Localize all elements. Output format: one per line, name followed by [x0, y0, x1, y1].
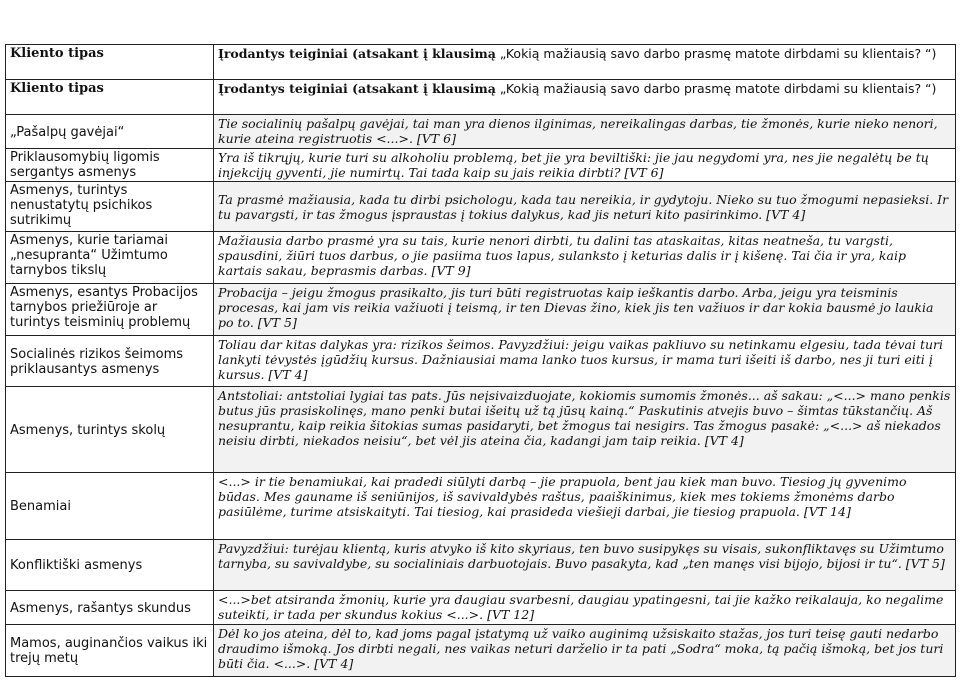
client-type-cell: Socialinės rizikos šeimoms priklausantys asmenys	[6, 336, 214, 387]
table-row	[6, 473, 956, 540]
document-page	[5, 44, 955, 677]
client-type-cell: Benamiai	[6, 473, 214, 540]
column-header-statements	[214, 80, 956, 115]
statement-cell: Ta prasmė mažiausia, kada tu dirbi psichologu, kada tau nereikia, ir gydytoju. Nieko su tuo žmogumi nepasieksi. Ir tu pavargsti, ir tas žmogus įspraustas į tokius dalykus, kad jis neturi kito pasirinkimo. [VT 4]	[214, 182, 956, 232]
statement-cell: Toliau dar kitas dalykas yra: rizikos šeimos. Pavyzdžiui: jeigu vaikas pakliuvo su netinkamu elgesiu, tada tėvai turi lankyti tėvystės įgūdžių kursus. Dažniausiai mama lanko tuos kursus, ir mama turi išeiti iš darbo, nes ji turi eiti į kursus. [VT 4]	[214, 336, 956, 387]
table-row	[6, 284, 956, 336]
table-row	[6, 232, 956, 284]
client-type-cell: Asmenys, turintys skolų	[6, 387, 214, 473]
table-row	[6, 182, 956, 232]
statement-cell: Mažiausia darbo prasmė yra su tais, kurie nenori dirbti, tu dalini tas ataskaitas, kitas neatneša, tu vargsti, spausdini, žiūri tuos darbus, o jie pasiima tuos lapus, sulanksto į keturias dalis ir į kišenę. Tai čia ir yra, kaip kartais sakau, beprasmis darbas. [VT 9]	[214, 232, 956, 284]
client-type-cell: Asmenys, esantys Probacijos tarnybos priežiūroje ar turintys teisminių problemų	[6, 284, 214, 336]
statement-cell: Tie socialinių pašalpų gavėjai, tai man yra dienos ilginimas, nereikalingas darbas, tie žmonės, kurie nieko nenori, kurie ateina registruotis <...>. [VT 6]	[214, 115, 956, 149]
statements-header-bold: Įrodantys teiginiai (atsakant į klausimą	[218, 46, 496, 61]
statement-cell: Yra iš tikrųjų, kurie turi su alkoholiu problemą, bet jie yra beviltiški: jie jau negydomi yra, nes jie negalėtų be tų injekcijų gyventi, jie numirtų. Tai tada kaip su jais reikia dirbti? [VT 6]	[214, 149, 956, 182]
table-row	[6, 591, 956, 625]
table-row	[6, 387, 956, 473]
statement-cell: Dėl ko jos ateina, dėl to, kad joms pagal įstatymą už vaiko auginimą užsiskaito stažas, jos turi teisę gauti nedarbo draudimo išmoką. Jos dirbti negali, nes vaikas neturi darželio ir ta pati „Sodra“ moka, tą pačią išmoką, bet jos turi būti čia. <...>. [VT 4]	[214, 625, 956, 677]
client-type-cell: Konfliktiški asmenys	[6, 540, 214, 591]
table-header-row	[6, 45, 956, 80]
table-row	[6, 625, 956, 677]
table-header-row-repeat	[6, 80, 956, 115]
client-type-cell: Priklausomybių ligomis sergantys asmenys	[6, 149, 214, 182]
table-row	[6, 336, 956, 387]
client-type-cell: Asmenys, turintys nenustatytų psichikos sutrikimų	[6, 182, 214, 232]
statements-header-bold: Įrodantys teiginiai (atsakant į klausimą	[218, 81, 496, 96]
table-row	[6, 149, 956, 182]
statement-cell: <...>bet atsiranda žmonių, kurie yra daugiau svarbesni, daugiau ypatingesni, tai jie kažko reikalauja, ko negalime suteikti, ir tada per skundus kokius <...>. [VT 12]	[214, 591, 956, 625]
statements-header-question: „Kokią mažiausią savo darbo prasmę matote dirbdami su klientais? “)	[495, 46, 937, 61]
column-header-statements	[214, 45, 956, 80]
table-row	[6, 540, 956, 591]
statement-cell: Probacija – jeigu žmogus prasikalto, jis turi būti registruotas kaip ieškantis darbo. Arba, jeigu yra teisminis procesas, kai jam vis reikia važiuoti į teismą, ir ten Dievas žino, kiek jis ten važiuos ir dar kokia bausmė jo laukia po to. [VT 5]	[214, 284, 956, 336]
client-type-cell: Asmenys, kurie tariamai „nesupranta“ Užimtumo tarnybos tikslų	[6, 232, 214, 284]
client-type-quotes-table	[5, 44, 956, 677]
statement-cell: <...> ir tie benamiukai, kai pradedi siūlyti darbą – jie prapuola, bent jau kiek man buvo. Tiesiog jų gyvenimo būdas. Mes gauname iš seniūnijos, iš savivaldybės raštus, paaiškinimus, kiek mes tokiems žmonėms darbo pasiūlėme, turime atsiskaityti. Tai tiesiog, kai prasideda viešieji darbai, jie tiesiog prapuola. [VT 14]	[214, 473, 956, 540]
column-header-client-type: Kliento tipas	[6, 45, 214, 80]
client-type-cell: „Pašalpų gavėjai“	[6, 115, 214, 149]
column-header-client-type: Kliento tipas	[6, 80, 214, 115]
client-type-cell: Asmenys, rašantys skundus	[6, 591, 214, 625]
client-type-cell: Mamos, auginančios vaikus iki trejų metų	[6, 625, 214, 677]
statement-cell: Antstoliai: antstoliai lygiai tas pats. Jūs neįsivaizduojate, kokiomis sumomis žmonės... aš sakau: „<...> mano penkis butus jūs prasiskolinęs, mano penki butai išeitų už tą jūsų kainą.“ Paskutinis atvejis buvo – šimtas tūkstančių. Aš nesuprantu, kaip reikia šitokias sumas pasidaryti, bet žmogus tai nesigirs. Tas žmogus pasakė: „<...> aš niekados neisiu dirbti, niekados neisiu“, bet vėl jis ateina čia, kadangi jam taip reikia. [VT 4]	[214, 387, 956, 473]
statement-cell: Pavyzdžiui: turėjau klientą, kuris atvyko iš kito skyriaus, ten buvo susipykęs su visais, sukonfliktavęs su Užimtumo tarnyba, su savivaldybe, su socialiniais darbuotojais. Buvo pasakyta, kad „ten manęs visi bijojo, bijosi ir tu“. [VT 5]	[214, 540, 956, 591]
statements-header-question: „Kokią mažiausią savo darbo prasmę matote dirbdami su klientais? “)	[495, 81, 937, 96]
table-row	[6, 115, 956, 149]
